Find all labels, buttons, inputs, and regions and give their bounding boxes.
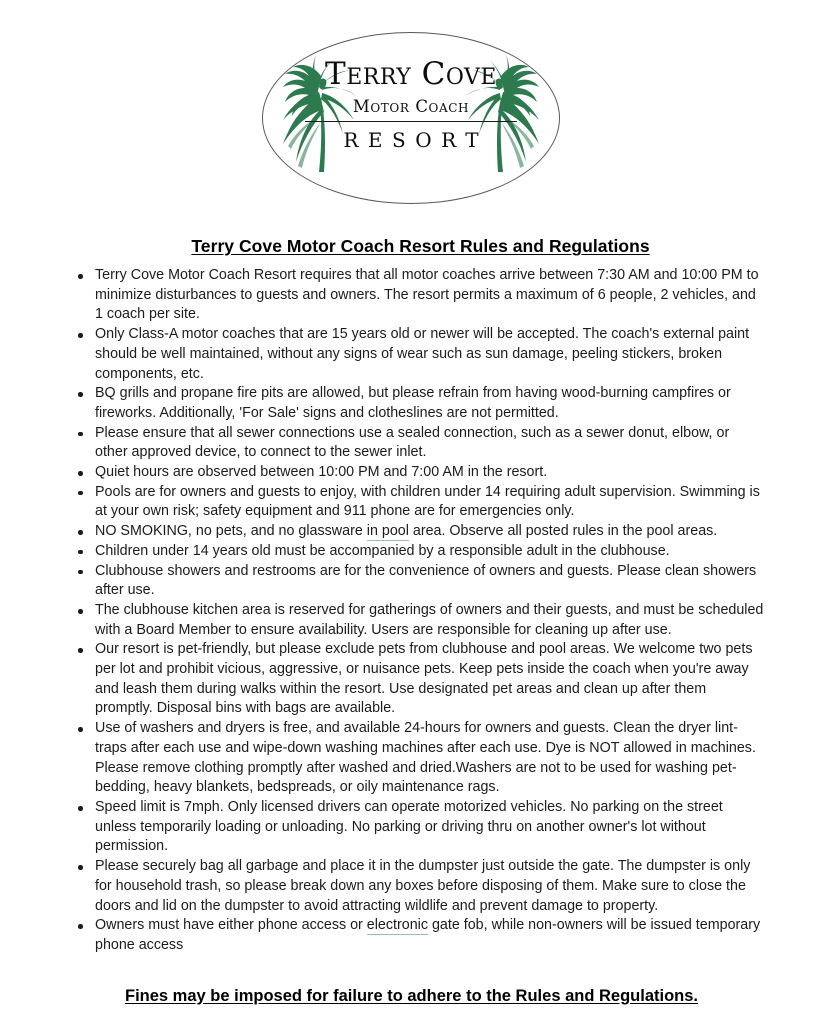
rule-list-item: Use of washers and dryers is free, and available 24-hours for owners and guests. Clean the dryer lint-traps after each use and wipe-down washing machines after each use. Dye is NOT allowed in machines. Please remove clothing promptly after washed and dried.Washers are not to be used for washing pet-bedding, heavy blankets, bedspreads, or oily maintenance rags. [0,719,815,798]
rule-list-item: Only Class-A motor coaches that are 15 years old or newer will be accepted. The coach's external paint should be well maintained, without any signs of wear such as sun damage, peeling stickers, broken components, etc. [0,325,815,384]
rule-list-item: BQ grills and propane fire pits are allowed, but please refrain from having wood-burning campfires or fireworks. Additionally, 'For Sale' signs and clotheslines are not permitted. [0,384,815,423]
rule-list-item: Terry Cove Motor Coach Resort requires that all motor coaches arrive between 7:30 AM and 10:00 PM to minimize disturbances to guests and owners. The resort permits a maximum of 6 people, 2 vehicles, and 1 coach per site. [0,266,815,325]
rule-text-segment: Owners must have either phone access or [95,917,367,934]
rule-list-item: Children under 14 years old must be accompanied by a responsible adult in the clubhouse. [0,542,815,562]
rule-list-item: Our resort is pet-friendly, but please exclude pets from clubhouse and pool areas. We welcome two pets per lot and prohibit vicious, aggressive, or nuisance pets. Keep pets inside the coach when you're away and leash them during walks within the resort. Use designated pet areas and clean up after them promptly. Disposal bins with bags are available. [0,640,815,719]
rule-list-item: Please securely bag all garbage and place it in the dumpster just outside the gate. The dumpster is only for household trash, so please break down any boxes before disposing of them. Make sure to close the doors and lid on the dumpster to avoid attracting wildlife and prevent damage to property. [0,857,815,916]
grammar-suggestion-underline[interactable]: in pool [366,523,409,540]
resort-logo [262,32,560,204]
rule-list-item: Pools are for owners and guests to enjoy, with children under 14 requiring adult supervision. Swimming is at your own risk; safety equipment and 911 phone are for emergencies only. [0,483,815,522]
rule-list-item: Quiet hours are observed between 10:00 PM and 7:00 AM in the resort. [0,463,815,483]
document-footer-notice: Fines may be imposed for failure to adhere to the Rules and Regulations. [124,986,699,1005]
rule-text-segment: gate fob, while non-owners will be issued temporary phone access [95,917,761,953]
rule-list-item: The clubhouse kitchen area is reserved for gatherings of owners and their guests, and must be scheduled with a Board Member to ensure availability. Users are responsible for cleaning up after use. [0,601,815,640]
document-body [0,236,815,1006]
rule-list-item: Speed limit is 7mph. Only licensed drivers can operate motorized vehicles. No parking on the street unless temporarily loading or unloading. No parking or driving thru on another owner's lot without permission. [0,798,815,857]
logo-wordmark [303,56,519,153]
logo-subtitle-line: Motor Coach [352,97,470,116]
rule-list-item [0,522,815,542]
logo-title-line: Terry Cove [325,56,497,92]
rule-list-item [0,916,815,955]
grammar-suggestion-underline[interactable]: electronic [366,917,428,934]
logo-resort-line: RESORT [343,128,489,153]
page-title: Terry Cove Motor Coach Resort Rules and Regulations [191,236,650,256]
rule-text-segment: NO SMOKING, no pets, and no glassware [95,523,367,540]
rules-list [0,266,815,956]
rule-text-segment: area. Observe all posted rules in the pool areas. [408,523,718,540]
rule-list-item: Please ensure that all sewer connections use a sealed connection, such as a sewer donut, elbow, or other approved device, to connect to the sewer inlet. [0,424,815,463]
rule-list-item: Clubhouse showers and restrooms are for the convenience of owners and guests. Please clean showers after use. [0,562,815,601]
logo-divider-rule [305,121,517,122]
